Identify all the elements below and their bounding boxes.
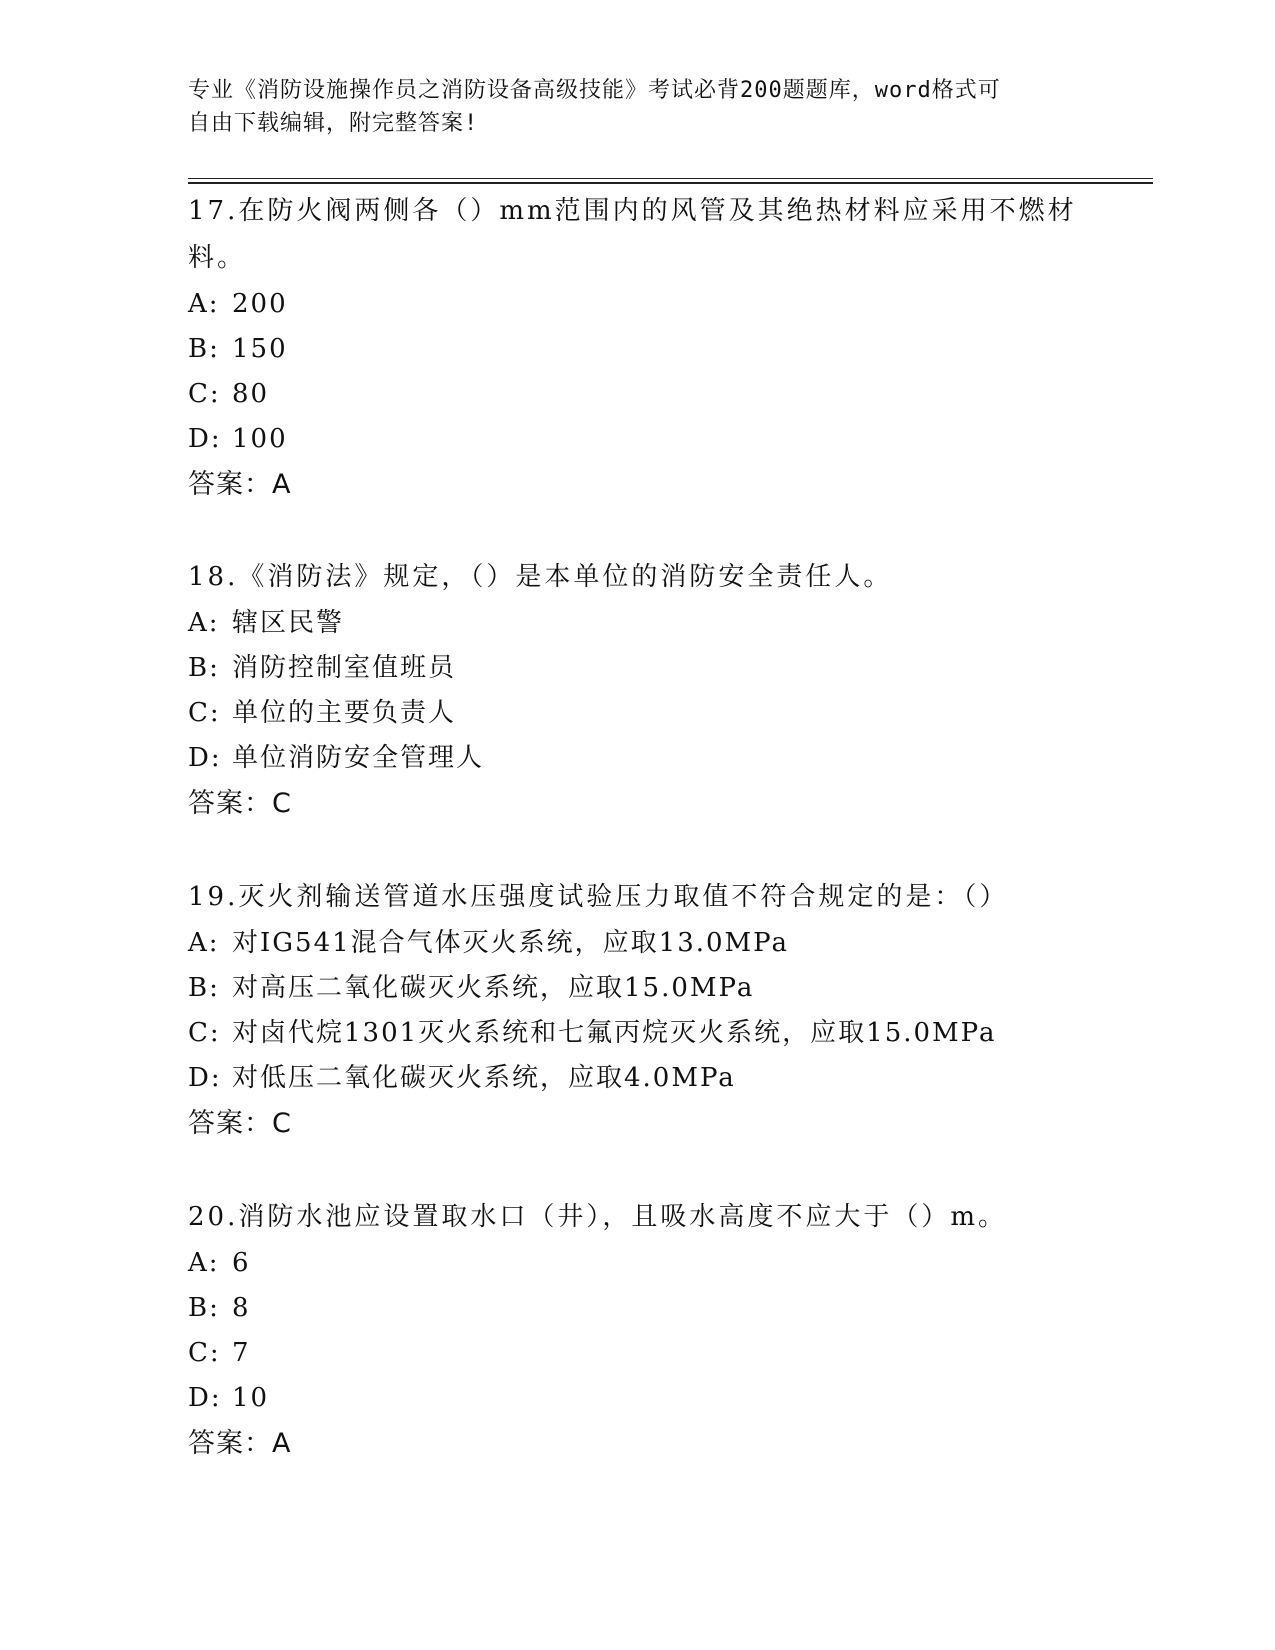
document-header xyxy=(188,74,1068,140)
option-text: 200 xyxy=(232,289,288,319)
question-text: 19.灭火剂输送管道水压强度试验压力取值不符合规定的是：（） xyxy=(188,882,1009,912)
option-b xyxy=(188,1286,1088,1331)
question-18 xyxy=(188,554,1088,826)
answer-line: 答案：C xyxy=(188,788,292,819)
option-key: C: xyxy=(188,1018,221,1048)
question-text: 17.在防火阀两侧各（）mm范围内的风管及其绝热材料应采用不燃材料。 xyxy=(188,196,1077,273)
option-key: D: xyxy=(188,1383,222,1413)
option-a xyxy=(188,1241,1088,1286)
option-text: 单位消防安全管理人 xyxy=(232,743,485,773)
option-d xyxy=(188,417,1088,462)
option-text: 消防控制室值班员 xyxy=(232,653,457,683)
header-line-2: 自由下载编辑，附完整答案! xyxy=(188,111,479,136)
option-key: C: xyxy=(188,379,221,409)
question-17 xyxy=(188,188,1088,507)
question-text: 20.消防水池应设置取水口（井），且吸水高度不应大于（）m。 xyxy=(188,1202,1008,1232)
option-key: B: xyxy=(188,973,220,1003)
option-b xyxy=(188,646,1088,691)
option-key: B: xyxy=(188,334,220,364)
option-text: 100 xyxy=(232,424,288,454)
option-text: 对IG541混合气体灭火系统，应取13.0MPa xyxy=(232,928,790,958)
option-text: 辖区民警 xyxy=(232,608,345,638)
answer-line: 答案：C xyxy=(188,1108,292,1139)
option-a xyxy=(188,601,1088,646)
option-key: D: xyxy=(188,424,222,454)
option-text: 对低压二氧化碳灭火系统，应取4.0MPa xyxy=(232,1063,736,1093)
option-text: 对高压二氧化碳灭火系统，应取15.0MPa xyxy=(232,973,755,1003)
header-line-1: 专业《消防设施操作员之消防设备高级技能》考试必背200题题库，word格式可 xyxy=(188,78,1001,103)
option-key: D: xyxy=(188,1063,222,1093)
option-key: C: xyxy=(188,698,221,728)
option-key: D: xyxy=(188,743,222,773)
question-19 xyxy=(188,874,1088,1146)
option-text: 6 xyxy=(232,1248,251,1278)
header-divider-thick xyxy=(188,182,1153,184)
option-key: B: xyxy=(188,1293,220,1323)
option-key: C: xyxy=(188,1338,221,1368)
question-text: 18.《消防法》规定，（）是本单位的消防安全责任人。 xyxy=(188,562,893,592)
option-b xyxy=(188,327,1088,372)
option-text: 7 xyxy=(232,1338,251,1368)
option-text: 80 xyxy=(232,379,270,409)
option-text: 150 xyxy=(232,334,288,364)
option-d xyxy=(188,736,1088,781)
option-key: A: xyxy=(188,1248,220,1278)
answer-line: 答案：A xyxy=(188,469,292,500)
option-key: A: xyxy=(188,289,220,319)
option-text: 8 xyxy=(232,1293,251,1323)
question-20 xyxy=(188,1194,1088,1466)
option-key: A: xyxy=(188,608,220,638)
option-text: 对卤代烷1301灭火系统和七氟丙烷灭火系统，应取15.0MPa xyxy=(232,1018,997,1048)
option-c xyxy=(188,691,1088,736)
option-c xyxy=(188,372,1088,417)
option-text: 10 xyxy=(232,1383,270,1413)
option-d xyxy=(188,1056,1088,1101)
header-divider-thin xyxy=(188,178,1153,179)
option-d xyxy=(188,1376,1088,1421)
option-text: 单位的主要负责人 xyxy=(232,698,457,728)
answer-line: 答案：A xyxy=(188,1428,292,1459)
option-a xyxy=(188,282,1088,327)
option-key: B: xyxy=(188,653,220,683)
option-c xyxy=(188,1331,1088,1376)
option-a xyxy=(188,921,1088,966)
option-b xyxy=(188,966,1088,1011)
option-c xyxy=(188,1011,1088,1056)
option-key: A: xyxy=(188,928,220,958)
